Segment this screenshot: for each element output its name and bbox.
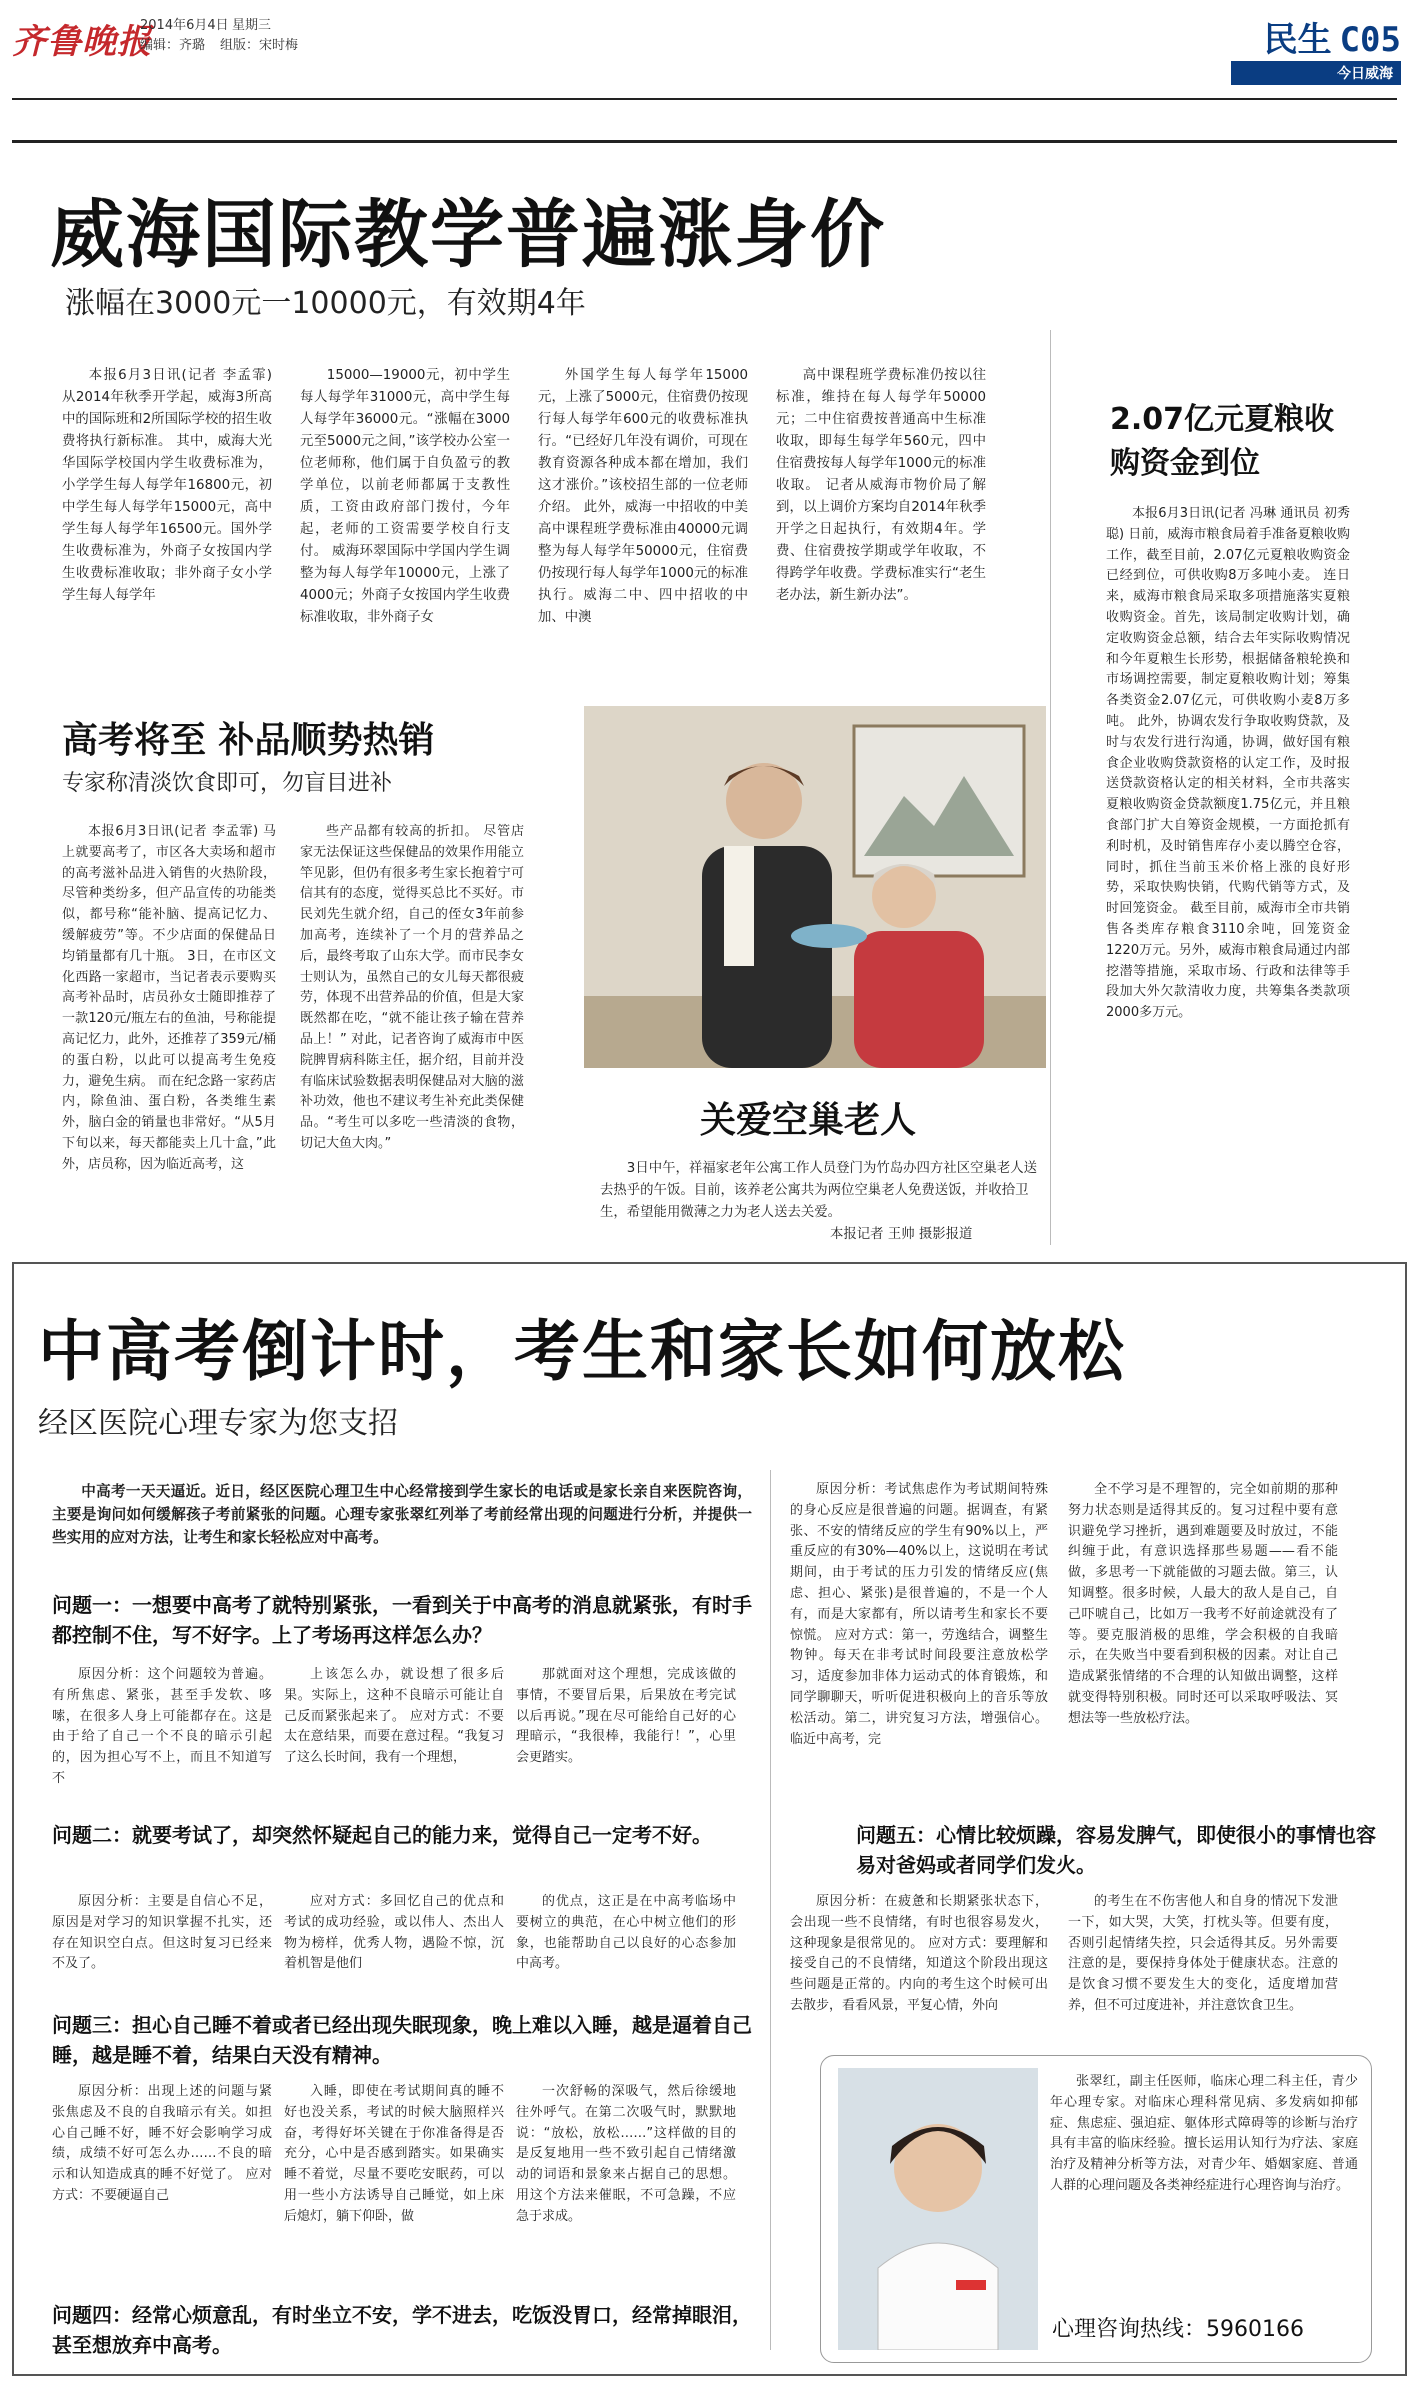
question-3-text: 担心自己睡不着或者已经出现失眠现象，晚上难以入睡，越是逼着自己睡，越是睡不着，结果白天没有精神。: [52, 2013, 752, 2067]
story1-column-3: 外国学生每人每学年15000元，上涨了5000元，住宿费仍按现行每人每学年600元的收费标准执行。“已经好几年没有调价，可现在教育资源各种成本都在增加，我们这才涨价。”该校招生部的一位老师介绍。 此外，威海一中招收的中美高中课程班学费标准由40000元调整为每人每学年50000元，住宿费仍按现行每人每学年1000元的标准执行。威海二中、四中招收的中加、中澳: [538, 368, 748, 625]
story1-headline: 威海国际教学普遍涨身价: [50, 192, 886, 278]
section-name: 民生: [1263, 20, 1332, 60]
story2-body: 本报6月3日讯(记者 冯琳 通讯员 初秀聪) 日前，威海市粮食局着手准备夏粮收购工作，截至目前，2.07亿元夏粮收购资金已经到位，可供收购8万多吨小麦。 连日来，威海市粮食局采取多项措施落实夏粮收购资金。首先，该局制定收购计划，确定收购资金总额，结合去年实际收购情况和今年夏粮生长形势，根据储备粮轮换和市场调控需要，制定夏粮收购计划；筹集各类资金2.07亿元，可供收购小麦8万多吨。 此外，协调农发行争取收购贷款，及时与农发行进行沟通，协调，做好国有粮食企业收购贷款资格的认定工作，及时报送贷款资格认定的相关材料，全市共落实夏粮收购资金贷款额度1.75亿元，并且粮食部门扩大自筹资金规模，一方面抢抓有利时机，及时销售库存小麦以腾空仓容，同时，抓住当前玉米价格上涨的良好形势，采取快购快销，代购代销等方式，及时回笼资金。 截至目前，威海市全市共销售各类库存粮食3110余吨，回笼资金1220万元。另外，威海市粮食局通过内部挖潜等措施，采取市场、行政和法律等手段加大外欠款清收力度，共筹集各类款项2000多万元。: [1106, 506, 1350, 1021]
question-5-label: 问题五：: [856, 1823, 936, 1847]
q3-column-2: 入睡，即使在考试期间真的睡不好也没关系，考试的时候大脑照样兴奋，考得好坏关键在于你准备得是否充分，心中是否感到踏实。如果确实睡不着觉，尽量不要吃安眠药，可以用一些小方法诱导自己睡觉，如上床后熄灯，躺下仰卧，做: [284, 2084, 504, 2224]
hotline-number: 5960166: [1206, 2317, 1304, 2342]
question-2-text: 就要考试了，却突然怀疑起自己的能力来，觉得自己一定考不好。: [132, 1823, 712, 1847]
story3-column-2: 些产品都有较高的折扣。 尽管店家无法保证这些保健品的效果作用能立竿见影，但仍有很多考生家长抱着宁可信其有的态度，觉得买总比不买好。市民刘先生就介绍，自己的侄女3年前参加高考，连续补了一个月的营养品之后，最终考取了山东大学。而市民李女士则认为，虽然自己的女儿每天都很疲劳，体现不出营养品的价值，但是大家既然都在吃，“就不能让孩子输在营养品上！” 对此，记者咨询了威海市中医院脾胃病科陈主任，据介绍，目前并没有临床试验数据表明保健品对大脑的滋补功效，他也不建议考生补充此类保健品。“考生可以多吃一些清淡的食物，切记大鱼大肉。”: [300, 824, 524, 1151]
q3-column-3: 一次舒畅的深吸气，然后徐缓地往外呼气。在第二次吸气时，默默地说：“放松，放松……”这样做的目的是反复地用一些不致引起自己情绪激动的词语和景象来占据自己的思想。用这个方法来催眠，不可急躁，不应急于求成。: [516, 2084, 736, 2224]
section-header: [1231, 12, 1401, 82]
question-4: [52, 2300, 752, 2360]
q1-column-3: 那就面对这个理想，完成该做的事情，不要冒后果，后果放在考完试以后再说。”现在尽可能给自己好的心理暗示，“我很棒，我能行！”，心里会更踏实。: [516, 1667, 736, 1766]
newspaper-logo: 齐鲁晚报: [12, 22, 152, 62]
consultation-hotline: [1052, 2312, 1304, 2343]
story1-column-4: 高中课程班学费标准仍按以往标准，维持在每人每学年50000元；二中住宿费按普通高中生标准收取，即每生每学年560元，四中住宿费按每人每学年1000元的标准收取。 记者从威海市物价局了解到，以上调价方案均自2014年秋季开学之日起执行，有效期4年。学费、住宿费按学期或学年收取，不得跨学年收费。学费标准实行“老生老办法，新生新办法”。: [776, 368, 986, 603]
question-4-text: 经常心烦意乱，有时坐立不安，学不进去，吃饭没胃口，经常掉眼泪，甚至想放弃中高考。: [52, 2303, 752, 2357]
q1-column-2: 上该怎么办，就设想了很多后果。实际上，这种不良暗示可能让自己反而紧张起来了。 应对方式：不要太在意结果，而要在意过程。“我复习了这么长时间，我有一个理想，: [284, 1667, 504, 1766]
question-1-text: 一想要中高考了就特别紧张，一看到关于中高考的消息就紧张，有时手都控制不住，写不好字。上了考场再这样怎么办？: [52, 1593, 752, 1647]
q2-column-2: 应对方式：多回忆自己的优点和考试的成功经验，或以伟人、杰出人物为榜样，优秀人物，遇险不惊，沉着机智是他们: [284, 1894, 504, 1972]
question-2: [52, 1820, 752, 1850]
question-5-text: 心情比较烦躁，容易发脾气，即使很小的事情也容易对爸妈或者同学们发火。: [856, 1823, 1376, 1877]
q2-column-1: 原因分析：主要是自信心不足，原因是对学习的知识掌握不扎实，还存在知识空白点。但这时复习已经来不及了。: [52, 1894, 272, 1972]
top-story-rule: [12, 140, 1397, 143]
question-1: [52, 1590, 752, 1650]
q2-column-3: 的优点，这正是在中高考临场中要树立的典范，在心中树立他们的形象，也能帮助自己以良好的心态参加中高考。: [516, 1894, 736, 1972]
doctor-photo: [838, 2068, 1038, 2350]
question-4-label: 问题四：: [52, 2303, 132, 2327]
photo-illustration: [584, 706, 1046, 1068]
story4-subheadline: 经区医院心理专家为您支招: [38, 1406, 398, 1441]
doctor-bio: 张翠红，副主任医师，临床心理二科主任，青少年心理专家。对临床心理科常见病、多发病如抑郁症、焦虑症、强迫症、躯体形式障碍等的诊断与治疗具有丰富的临床经验。擅长运用认知行为疗法、家庭治疗及精神分析等方法，对青少年、婚姻家庭、普通人群的心理问题及各类神经症进行心理咨询与治疗。: [1050, 2074, 1358, 2193]
hotline-label: 心理咨询热线：: [1052, 2317, 1207, 2342]
photo-empty-nest-elders: [584, 706, 1046, 1068]
layout-credit: 组版：宋时梅: [220, 38, 299, 53]
story1-subheadline: 涨幅在3000元一10000元，有效期4年: [65, 286, 586, 321]
page-number: C05: [1339, 20, 1401, 60]
story4-intro: 中高考一天天逼近。近日，经区医院心理卫生中心经常接到学生家长的电话或是家长亲自来医院咨询，主要是询问如何缓解孩子考前紧张的问题。心理专家张翠红列举了考前经常出现的问题进行分析，并提供一些实用的应对方法，让考生和家长轻松应对中高考。: [52, 1483, 752, 1546]
story2-headline: 2.07亿元夏粮收购资金到位: [1110, 402, 1335, 481]
question-3-label: 问题三：: [52, 2013, 132, 2037]
subsection-label: 今日威海: [1231, 61, 1401, 85]
story4-column-divider: [770, 1470, 771, 2350]
issue-weekday: 星期三: [232, 18, 272, 33]
q1-column-1: 原因分析：这个问题较为普遍。有所焦虑、紧张，甚至手发软、哆嗦，在很多人身上可能都存在。这是由于给了自己一个不良的暗示引起的，因为担心写不上，而且不知道写不: [52, 1667, 272, 1786]
q4-answer-column-1: 原因分析：考试焦虑作为考试期间特殊的身心反应是很普遍的问题。据调查，有紧张、不安的情绪反应的学生有90%以上，严重反应的有30%—40%以上，这说明在考试期间，由于考试的压力引发的情绪反应(焦虑、担心、紧张)是很普遍的，不是一个人有，而是大家都有，所以请考生和家长不要惊慌。 应对方式：第一，劳逸结合，调整生物钟。每天在非考试时间段要注意放松学习，适度参加非体力运动式的体育锻炼，和同学聊聊天，听听促进积极向上的音乐等放松活动。第二，讲究复习方法，增强信心。临近中高考，完: [790, 1482, 1048, 1747]
editor-credit: 编辑：齐璐: [140, 38, 206, 53]
photo-headline: 关爱空巢老人: [700, 1100, 917, 1141]
photo-caption: 3日中午，祥福家老年公寓工作人员登门为竹岛办四方社区空巢老人送去热乎的午饭。目前，该养老公寓共为两位空巢老人免费送饭，并收拾卫生，希望能用微薄之力为老人送去关爱。: [600, 1161, 1038, 1220]
story4-headline: 中高考倒计时，考生和家长如何放松: [38, 1313, 1126, 1390]
q3-column-1: 原因分析：出现上述的问题与紧张焦虑及不良的自我暗示有关。如担心自己睡不好，睡不好会影响学习成绩，成绩不好可怎么办……不良的暗示和认知造成真的睡不好觉了。 应对方式：不要硬逼自己: [52, 2084, 272, 2203]
doctor-portrait-icon: [838, 2068, 1038, 2350]
story3-subheadline: 专家称清淡饮食即可，勿盲目进补: [62, 771, 393, 796]
question-2-label: 问题二：: [52, 1823, 132, 1847]
story3-headline: 高考将至 补品顺势热销: [62, 720, 435, 761]
q4-answer-column-2: 全不学习是不理智的，完全如前期的那种努力状态则是适得其反的。复习过程中要有意识避免学习挫折，遇到难题要及时放过，不能纠缠于此，有意识选择那些易题——看不能做，多思考一下就能做的习题去做。第三，认知调整。很多时候，人最大的敌人是自己，自己吓唬自己，比如万一我考不好前途就没有了等。要克服消极的思维，学会积极的自我暗示，在失败当中要看到积极的因素。对让自己造成紧张情绪的不合理的认知做出调整，这样就变得特别积极。同时还可以采取呼吸法、冥想法等一些放松疗法。: [1068, 1482, 1338, 1726]
story1-column-1: 本报6月3日讯(记者 李孟霏) 从2014年秋季开学起，威海3所高中的国际班和2所国际学校的招生收费将执行新标准。 其中，威海大光华国际学校国内学生收费标准为，小学学生每人每学年16800元，初中学生每人每学年15000元，高中学生每人每学年16500元。国外学生收费标准为，外商子女按国内学生收费标准收取；非外商子女小学学生每人每学年: [62, 368, 272, 603]
q5-column-2: 的考生在不伤害他人和自身的情况下发泄一下，如大哭，大笑，打枕头等。但要有度，否则引起情绪失控，只会适得其反。另外需要注意的是，要保持身体处于健康状态。注意的是饮食习惯不要发生大的变化，适度增加营养，但不可过度进补，并注意饮食卫生。: [1068, 1894, 1338, 2013]
masthead-rule: [12, 98, 1397, 100]
story3-column-1: 本报6月3日讯(记者 李孟霏) 马上就要高考了，市区各大卖场和超市的高考滋补品进入销售的火热阶段，尽管种类纷多，但产品宣传的功能类似，都号称“能补脑、提高记忆力、缓解疲劳”等。不少店面的保健品日均销量都有几十瓶。 3日，在市区文化西路一家超市，当记者表示要购买高考补品时，店员孙女士随即推荐了一款120元/瓶左右的鱼油，号称能提高记忆力，此外，还推荐了359元/桶的蛋白粉，以此可以提高考生免疫力，避免生病。 而在纪念路一家药店内，除鱼油、蛋白粉，各类维生素外，脑白金的销量也非常好。“从5月下旬以来，每天都能卖上几十盒，”此外，店员称，因为临近高考，这: [62, 824, 276, 1172]
question-1-label: 问题一：: [52, 1593, 132, 1617]
photo-credit: 本报记者 王帅 摄影报道: [830, 1227, 973, 1242]
column-divider: [1050, 330, 1051, 1245]
q5-column-1: 原因分析：在疲惫和长期紧张状态下，会出现一些不良情绪，有时也很容易发火，这种现象是很常见的。 应对方式：要理解和接受自己的不良情绪，知道这个阶段出现这些问题是正常的。内向的考生这个时候可出去散步，看看风景，平复心情，外向: [790, 1894, 1048, 2013]
story1-column-2: 15000—19000元，初中学生每人每学年31000元，高中学生每人每学年36000元。“涨幅在3000元至5000元之间，”该学校办公室一位老师称，他们属于自负盈亏的教学单位，以前老师都属于支教性质，工资由政府部门拨付，今年起，老师的工资需要学校自行支付。 威海环翠国际中学国内学生调整为每人每学年10000元，上涨了4000元；外商子女按国内学生收费标准收取，非外商子女: [300, 368, 510, 625]
question-3: [52, 2010, 752, 2070]
issue-date: 2014年6月4日: [140, 18, 229, 33]
question-5: [856, 1820, 1376, 1880]
